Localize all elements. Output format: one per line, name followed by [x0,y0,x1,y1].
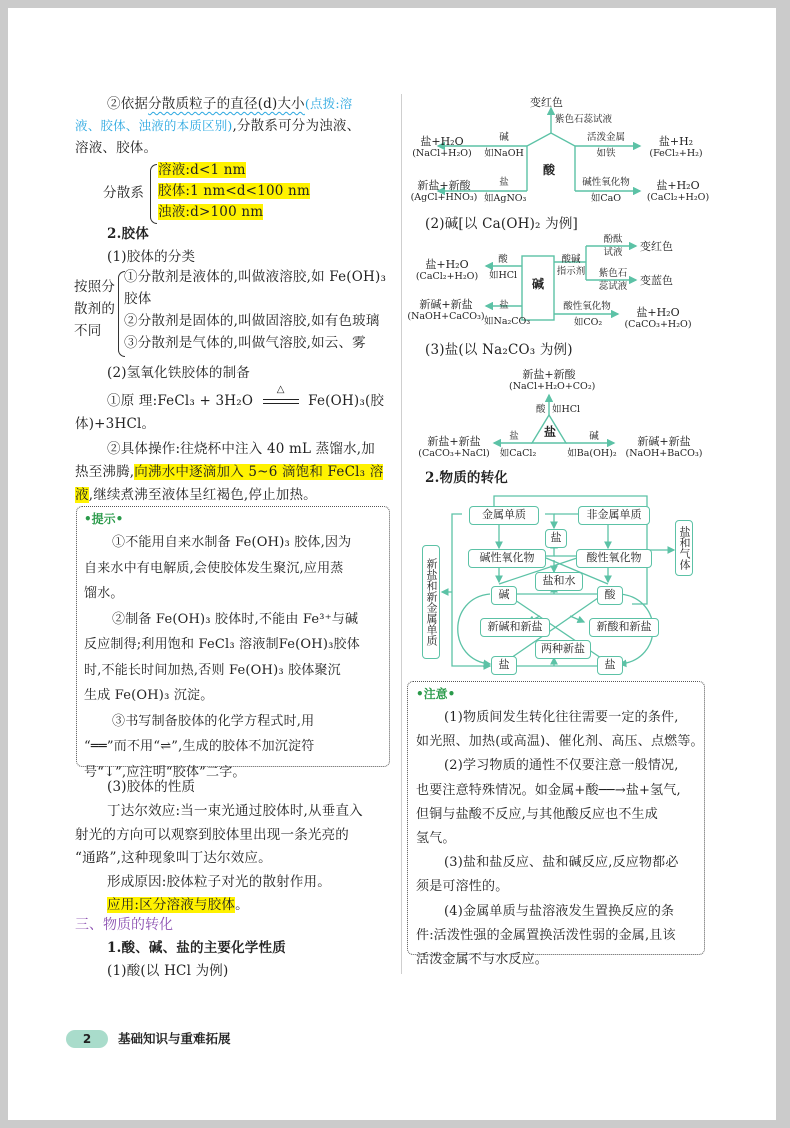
node-base: 碱 [491,586,517,605]
heading-base: (2)碱[以 Ca(OH)₂ 为例] [425,216,579,232]
tip-tag: •提示• [84,512,124,526]
node-salt-bottom-right: 盐 [597,656,623,675]
text: 不同 [74,323,102,339]
note-line: (1)物质间发生转化往往需要一定的条件, [444,710,679,725]
note-line: (2)学习物质的通性不仅要注意一般情况, [444,758,679,774]
text: ②依据 [107,96,149,112]
operation-line-1: ②具体操作:往烧杯中注入 40 mL 蒸馏水,加 [107,441,375,457]
base-indicator-1-result: 变红色 [640,240,673,253]
base-r-result: 盐+H₂O (CaCO₃+H₂O) [624,306,692,330]
heading-colloid: 2.胶体 [107,226,149,242]
heading-preparation: (2)氢氧化铁胶体的制备 [107,365,251,381]
properties-content [75,800,363,918]
classify-item: ②分散剂是固体的,叫做固溶胶,如有色玻璃 [124,313,380,329]
salt-center: 盐 [544,425,557,439]
brace [150,164,157,224]
classify-item: ③分散剂是气体的,叫做气溶胶,如云、雾 [124,335,366,351]
salt-top-reagent: 酸 [536,404,546,415]
acid-r2-result: 盐+H₂O (CaCl₂+H₂O) [646,179,710,203]
node-salt-bottom-left: 盐 [491,656,517,675]
text-line: 丁达尔效应:当一束光通过胶体时,从垂直入 [107,803,363,819]
acid-top-result: 变红色 [530,96,563,109]
heading-transformation: 2.物质的转化 [425,470,508,486]
acid-l1-result: 盐+H₂O (NaCl+H₂O) [412,135,472,159]
base-indicator: 酸碱 [561,254,581,265]
salt-l-result: 新盐+新盐 (CaCO₃+NaCl) [418,435,490,459]
tip-line: ①不能用自来水制备 Fe(OH)₃ 胶体,因为 [112,535,352,550]
node-new-base-salt: 新碱和新盐 [480,618,550,637]
node-salt-water: 盐和水 [535,572,583,591]
text: Fe(OH)₃(胶 [308,393,385,409]
operation-line-2 [75,461,383,483]
note-line: 也要注意特殊情况。如金属+酸──→盐+氢气, [416,782,681,798]
acid-l2-reagent: 盐 [499,177,509,188]
classify-item: 胶体 [124,291,152,307]
base-center: 碱 [532,277,545,291]
salt-r-reagent: 碱 [589,431,599,442]
text-line: “通路”,这种现象叫丁达尔效应。 [75,850,272,866]
note-line: (3)盐和盐反应、盐和碱反应,反应物都必 [444,855,679,871]
dispersion-item: 胶体:1 nm<d<100 nm [158,183,310,199]
acid-r1-result: 盐+H₂ (FeCl₂+H₂) [649,135,703,159]
tip-line: 馏水。 [84,586,124,601]
text: ①原 理:FeCl₃ + 3H₂O [107,393,254,409]
node-acid: 酸 [597,586,623,605]
acid-r1-reagent: 活泼金属 [586,132,625,143]
base-indicator-1: 试液 [603,247,623,258]
heading-salt: (3)盐(以 Na₂CO₃ 为例) [425,342,573,358]
heading-classify: (1)胶体的分类 [107,249,196,265]
highlight-text: 应用:区分溶液与胶体 [107,897,236,913]
node-metal: 金属单质 [469,506,539,525]
base-l1-example: 如HCl [488,270,518,281]
highlight-text: 向沸水中逐滴加入 5~6 滴饱和 FeCl₃ 溶 [134,464,384,480]
footer-title: 基础知识与重难拓展 [118,1031,231,1046]
base-l1-result: 盐+H₂O (CaCl₂+H₂O) [415,258,479,282]
base-indicator-1: 酚酞 [603,234,623,245]
salt-top-result: 新盐+新酸 (NaCl+H₂O+CO₂) [509,368,596,392]
principle-line [107,384,385,412]
base-l2-example: 如Na₂CO₃ [484,316,531,327]
node-salt-top: 盐 [545,529,567,548]
note-text: (点拨:溶 [304,96,353,111]
text: ,分散系可分为浊液、 [232,118,361,134]
dispersion-list [158,160,310,223]
tip-line: “══”而不用“⇌”,生成的胶体不加沉淀符 [84,739,315,754]
tip-line: 号“↓”,应注明“胶体”二字。 [84,764,246,780]
column-separator [401,94,402,974]
paragraph-dispersion-1 [107,93,352,115]
salt-l-reagent: 盐 [509,431,519,442]
paragraph-dispersion-3: 溶液、胶体。 [75,140,158,156]
note-line: (4)金属单质与盐溶液发生置换反应的条 [444,903,675,919]
heading-acid: (1)酸(以 HCl 为例) [107,963,229,979]
wavy-text: 分散质粒子的直径(d)大小 [148,96,305,112]
note-line: 氢气。 [416,831,456,847]
node-two-salts: 两种新盐 [535,640,591,659]
salt-l-example: 如CaCl₂ [499,448,537,459]
section-heading-3: 三、物质的转化 [75,917,173,933]
reaction-condition [258,384,304,412]
acid-r2-example: 如CaO [590,193,622,204]
dispersion-item: 浊液:d>100 nm [158,204,264,220]
tip-line: ③书写制备胶体的化学方程式时,用 [112,713,315,729]
base-indicator-2: 紫色石 [598,268,628,279]
base-l2-result: 新碱+新盐 (NaOH+CaCO₃) [407,298,485,322]
note-line: 件:活泼性强的金属置换活泼性弱的金属,且该 [416,927,676,943]
acid-r1-example: 如铁 [596,148,616,159]
tip-line: 反应制得;利用饱和 FeCl₃ 溶液制Fe(OH)₃胶体 [84,637,360,652]
text: 。 [235,897,249,913]
text: 热至沸腾, [75,464,135,480]
base-r-example: 如CO₂ [573,317,603,328]
tip-line: 生成 Fe(OH)₃ 沉淀。 [84,688,214,703]
dispersion-label: 分散系 [103,185,145,201]
note-line: 如光照、加热(或高温)、催化剂、高压、点燃等。 [416,734,704,750]
salt-top-example: 如HCl [552,404,581,415]
classify-label [74,276,115,342]
operation-line-3 [75,484,317,506]
heading-properties: (3)胶体的性质 [107,779,196,795]
text-line: 形成原因:胶体粒子对光的散射作用。 [107,873,331,890]
base-r-reagent: 酸性氧化物 [563,301,611,312]
base-indicator-2: 蕊试液 [598,281,628,292]
node-acidic-oxide: 酸性氧化物 [576,549,652,568]
note-line: 须是可溶性的。 [416,879,509,895]
base-l2-reagent: 盐 [499,300,509,311]
salt-r-example: 如Ba(OH)₂ [567,448,617,459]
heat-symbol: △ [276,384,285,395]
acid-r2-reagent: 碱性氧化物 [582,177,630,188]
text: 体)+3HCl。 [75,416,156,432]
note-tag: •注意• [416,687,456,701]
note-content [416,706,704,972]
acid-top-reagent: 紫色石蕊试液 [555,114,613,125]
text: 散剂的 [74,301,116,317]
node-new-acid-salt: 新酸和新盐 [589,618,659,637]
acid-l2-example: 如AgNO₃ [484,193,527,204]
text: ,继续煮沸至液体呈红褐色,停止加热。 [88,487,317,503]
tip-content [84,530,360,785]
heading-acid-base-salt: 1.酸、碱、盐的主要化学性质 [107,940,286,956]
acid-l1-example: 如NaOH [484,148,524,159]
base-indicator-2-result: 变蓝色 [640,274,673,287]
tip-line: 时,不能长时间加热,否则 Fe(OH)₃ 胶体聚沉 [84,662,341,678]
tip-line: ②制备 Fe(OH)₃ 胶体时,不能由 Fe³⁺与碱 [112,611,359,627]
acid-center: 酸 [543,163,556,177]
base-indicator: 指示剂 [556,266,586,277]
note-line: 但铜与盐酸不反应,与其他酸反应也不生成 [416,806,658,822]
acid-l1-reagent: 碱 [499,132,509,143]
note-text: 液、胶体、浊液的本质区别) [75,118,233,133]
text: 按照分 [74,279,116,295]
node-basic-oxide: 碱性氧化物 [468,549,546,568]
classify-list [124,266,386,354]
node-new-salt-new-metal: 新盐和新金属单质 [422,545,440,659]
paragraph-dispersion-2 [75,115,360,137]
tip-line: 自来水中有电解质,会使胶体发生聚沉,应用蒸 [84,560,344,576]
text-line: 射光的方向可以观察到胶体里出现一条光亮的 [75,826,349,843]
classify-item: ①分散剂是液体的,叫做液溶胶,如 Fe(OH)₃ [124,269,387,285]
note-line: 活泼金属不与水反应。 [416,952,549,968]
highlight-text: 液 [75,487,89,503]
base-l1-reagent: 酸 [498,254,508,265]
page-number-badge: 2 [66,1030,108,1048]
dispersion-item: 溶液:d<1 nm [158,162,246,178]
node-nonmetal: 非金属单质 [578,506,650,525]
node-salt-gas: 盐和气体 [675,520,693,576]
book-page [8,8,776,1120]
acid-l2-result: 新盐+新酸 (AgCl+HNO₃) [410,179,478,203]
salt-r-result: 新碱+新盐 (NaOH+BaCO₃) [625,435,703,459]
